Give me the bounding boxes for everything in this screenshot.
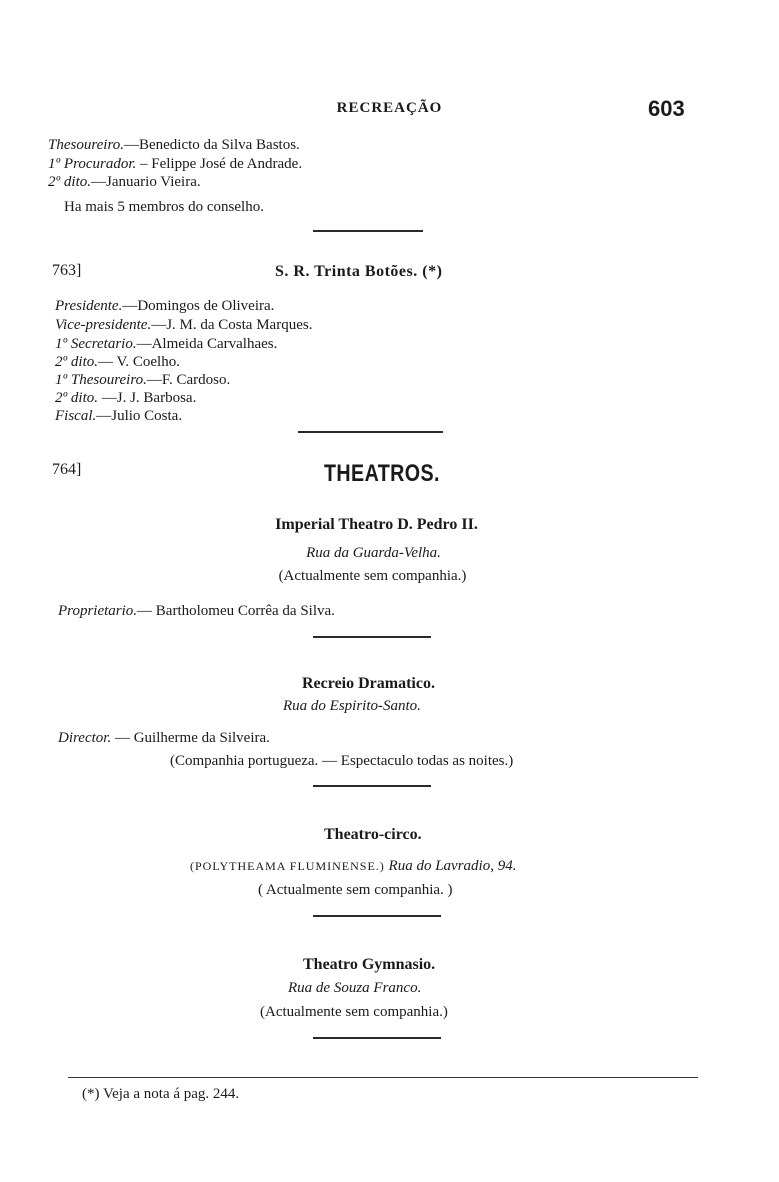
member-role: Presidente. (55, 298, 123, 314)
member-role: 2º dito. (55, 354, 98, 370)
theatre-alias: (POLYTHEAMA FLUMINENSE.) (190, 859, 385, 873)
member-role: Thesoureiro. (48, 137, 124, 153)
member-name: J. M. da Costa Marques. (166, 317, 313, 333)
member-line (55, 335, 277, 354)
theatre-address: Rua do Lavradio, 94. (388, 858, 517, 874)
page-running-title: RECREAÇÃO (336, 100, 443, 116)
member-separator: — (146, 372, 162, 388)
person-name: Bartholomeu Corrêa da Silva. (155, 603, 335, 619)
member-separator: — (123, 137, 139, 153)
theatre-name: Recreio Dramatico. (302, 675, 435, 692)
theatre-name (0, 516, 779, 534)
member-separator: — (122, 298, 138, 314)
member-role: 1º Thesoureiro. (55, 372, 147, 388)
section-divider (313, 230, 423, 232)
theatre-person-line (58, 729, 270, 748)
member-role: 1º Procurador. (48, 156, 137, 172)
member-name: Almeida Carvalhaes. (151, 336, 278, 352)
theatre-name: Theatro-circo. (324, 826, 422, 843)
member-name: Julio Costa. (111, 408, 183, 424)
member-separator: — (96, 408, 112, 424)
theatre-address: Rua do Espirito-Santo. (283, 698, 421, 714)
footnote-rule (68, 1077, 698, 1078)
theatre-name-text: Imperial Theatro D. Pedro II. (275, 516, 478, 533)
member-role: Vice-presidente. (55, 317, 152, 333)
member-separator: — (151, 317, 167, 333)
page-number: 603 (648, 96, 685, 121)
member-role: 2º dito. (48, 174, 91, 190)
member-name: Felippe José de Andrade. (151, 156, 303, 172)
member-separator: – (136, 156, 152, 172)
theatre-status-text: (Actualmente sem companhia.) (278, 568, 467, 584)
member-line (55, 371, 230, 390)
member-line (55, 297, 274, 316)
theatre-status (0, 568, 779, 585)
member-line (55, 389, 196, 408)
theatre-address: Rua de Souza Franco. (288, 980, 422, 996)
theatre-name: Theatro Gymnasio. (303, 956, 436, 973)
member-line (48, 173, 201, 192)
section-heading: THEATROS. (324, 460, 440, 487)
member-role: 1º Secretario. (55, 336, 137, 352)
entry-number: 763] (52, 262, 82, 279)
theatre-person-line (58, 602, 335, 621)
section-divider (313, 1037, 441, 1039)
member-separator: — (91, 174, 106, 190)
section-divider (298, 431, 443, 433)
member-line (48, 155, 302, 174)
member-line (48, 136, 300, 155)
theatre-status: ( Actualmente sem companhia. ) (258, 882, 453, 898)
member-name: Domingos de Oliveira. (137, 298, 275, 314)
member-role: 2º dito. (55, 390, 98, 406)
member-name: Januario Vieira. (106, 174, 201, 190)
footnote: (*) Veja a nota á pag. 244. (82, 1086, 240, 1102)
person-role: Director. (58, 730, 112, 746)
theatre-status: (Companhia portugueza. — Espectaculo todas as noites.) (170, 753, 514, 769)
member-name: Benedicto da Silva Bastos. (138, 137, 300, 153)
council-note: Ha mais 5 membros do conselho. (64, 199, 264, 215)
member-name: V. Coelho. (116, 354, 180, 370)
person-separator: — (111, 730, 134, 746)
member-line (55, 353, 180, 372)
member-line (55, 407, 182, 426)
section-divider (313, 915, 441, 917)
member-name: J. J. Barbosa. (116, 390, 197, 406)
entry-number: 764] (52, 461, 82, 478)
person-name: Guilherme da Silveira. (133, 730, 270, 746)
section-divider (313, 785, 431, 787)
member-separator: — (98, 354, 117, 370)
member-separator: — (98, 390, 117, 406)
member-separator: — (136, 336, 152, 352)
theatre-address (0, 545, 779, 562)
person-role: Proprietario. (58, 603, 138, 619)
theatre-status: (Actualmente sem companhia.) (260, 1004, 448, 1020)
entry-title: S. R. Trinta Botões. (*) (275, 263, 443, 280)
theatre-address-line (190, 857, 516, 876)
section-divider (313, 636, 431, 638)
member-name: F. Cardoso. (161, 372, 231, 388)
person-separator: — (137, 603, 156, 619)
member-line (55, 316, 312, 335)
member-role: Fiscal. (55, 408, 97, 424)
theatre-address-text: Rua da Guarda-Velha. (306, 545, 441, 561)
